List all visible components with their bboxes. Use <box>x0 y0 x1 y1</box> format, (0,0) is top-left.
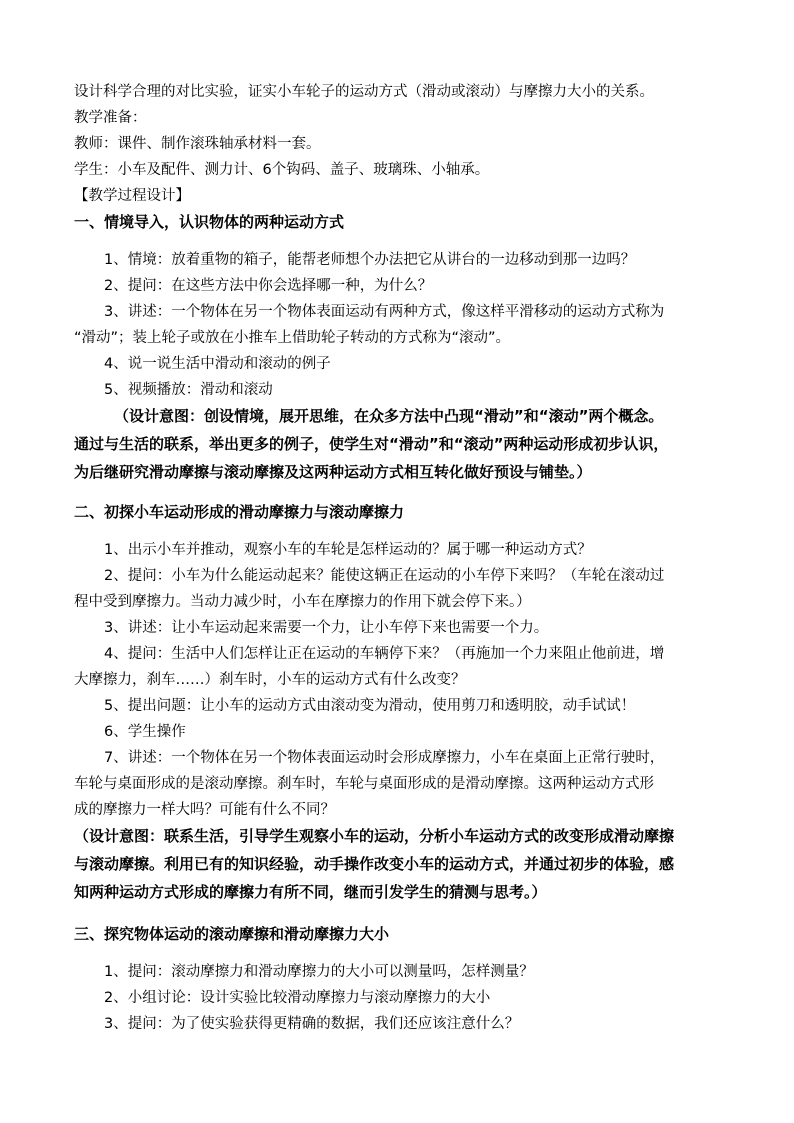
section2-item: 4、提问：生活中人们怎样让正在运动的车辆停下来？（再施加一个力来阻止他前进，增 <box>104 646 665 662</box>
section1-item-continued: “滑动”；装上轮子或放在小推车上借助轮子转动的方式称为“滚动”。 <box>74 330 511 346</box>
student-materials: 学生：小车及配件、测力计、6个钩码、盖子、玻璃珠、小轴承。 <box>74 162 490 178</box>
section2-item: 6、学生操作 <box>104 724 186 740</box>
section2-item: 1、出示小车并推动，观察小车的车轮是怎样运动的？属于哪一种运动方式？ <box>104 542 592 558</box>
prep-title: 教学准备： <box>74 110 147 126</box>
section2-design-note: 与滚动摩擦。利用已有的知识经验，动手操作改变小车的运动方式，并通过初步的体验，感 <box>74 855 675 873</box>
section2-item: 5、提出问题：让小车的运动方式由滚动变为滑动，使用剪刀和透明胶，动手试试！ <box>104 698 636 714</box>
section2-item: 2、提问：小车为什么能运动起来？能使这辆正在运动的小车停下来吗？（车轮在滚动过 <box>104 568 665 584</box>
section3-item: 3、提问：为了使实验获得更精确的数据，我们还应该注意什么？ <box>104 1016 520 1032</box>
section2-item: 3、讲述：让小车运动起来需要一个力，让小车停下来也需要一个力。 <box>104 620 549 636</box>
section1-item: 2、提问：在这些方法中你会选择哪一种，为什么？ <box>104 278 433 294</box>
section2-item: 7、讲述：一个物体在另一个物体表面运动时会形成摩擦力，小车在桌面上正常行驶时， <box>104 750 665 766</box>
section2-design-note: 知两种运动方式形成的摩擦力有所不同，继而引发学生的猜测与思考。） <box>74 883 547 901</box>
section2-item-continued: 车轮与桌面形成的是滚动摩擦。刹车时，车轮与桌面形成的是滑动摩擦。这两种运动方式形 <box>74 776 654 792</box>
section2-heading: 二、初探小车运动形成的滑动摩擦力与滚动摩擦力 <box>74 503 405 521</box>
section3-item: 2、小组讨论：设计实验比较滑动摩擦力与滚动摩擦力的大小 <box>104 990 491 1006</box>
section1-item: 4、说一说生活中滑动和滚动的例子 <box>104 356 331 372</box>
section2-item-continued: 大摩擦力，刹车……）刹车时，小车的运动方式有什么改变？ <box>74 672 466 688</box>
section3-heading: 三、探究物体运动的滚动摩擦和滑动摩擦力大小 <box>74 925 390 943</box>
section3-item: 1、提问：滚动摩擦力和滑动摩擦力的大小可以测量吗，怎样测量？ <box>104 964 534 980</box>
section2-design-note: （设计意图：联系生活，引导学生观察小车的运动，分析小车运动方式的改变形成滑动摩擦 <box>74 827 675 845</box>
process-title: 【教学过程设计】 <box>74 188 190 204</box>
section1-heading: 一、情境导入，认识物体的两种运动方式 <box>74 213 345 231</box>
section1-item: 5、视频播放：滑动和滚动 <box>104 382 273 398</box>
section2-item-continued: 程中受到摩擦力。当动力减少时，小车在摩擦力的作用下就会停下来。） <box>74 594 531 610</box>
teacher-materials: 教师：课件、制作滚珠轴承材料一套。 <box>74 136 321 152</box>
section1-design-note: 通过与生活的联系，举出更多的例子，使学生对“滑动”和“滚动”两种运动形成初步认识， <box>74 435 669 453</box>
section1-design-note: （设计意图：创设情境，展开思维，在众多方法中凸现“滑动”和“滚动”两个概念。 <box>114 407 664 425</box>
section1-design-note: 为后继研究滑动摩擦与滚动摩擦及这两种运动方式相互转化做好预设与铺垫。） <box>74 463 592 481</box>
objective-line: 设计科学合理的对比实验，证实小车轮子的运动方式（滑动或滚动）与摩擦力大小的关系。 <box>74 84 654 100</box>
section2-item-continued: 成的摩擦力一样大吗？可能有什么不同？ <box>74 802 335 818</box>
section1-item: 3、讲述：一个物体在另一个物体表面运动有两种方式，像这样平滑移动的运动方式称为 <box>104 304 665 320</box>
section1-item: 1、情境：放着重物的箱子，能帮老师想个办法把它从讲台的一边移动到那一边吗？ <box>104 252 636 268</box>
